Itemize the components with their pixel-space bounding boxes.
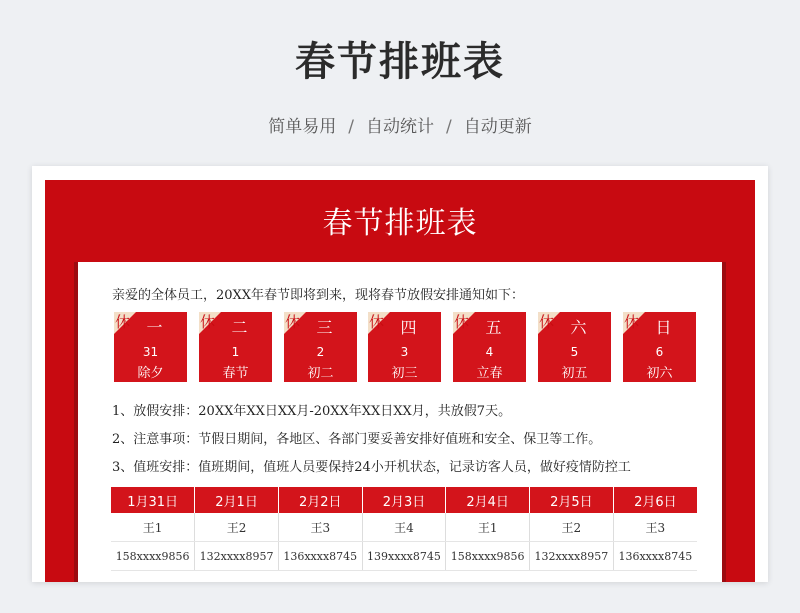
day-card [114,312,187,382]
day-card [453,312,526,382]
duty-date-header: 1月31日 [111,487,195,513]
rest-badge: 休 [539,313,555,331]
rest-badge: 休 [369,313,385,331]
duty-name-cell: 王2 [530,513,614,542]
subtitle-separator: / [348,117,354,137]
duty-name-cell: 王1 [111,513,195,542]
day-date: 1 [231,345,240,359]
day-festival: 初六 [646,366,673,381]
duty-names-row [111,513,697,542]
rest-badge: 休 [200,313,216,331]
duty-table [111,487,697,571]
day-card [623,312,696,382]
day-date: 5 [570,345,579,359]
day-weekday: 五 [485,318,502,337]
duty-date-header: 2月6日 [613,487,697,513]
subtitle [0,112,800,137]
rest-badge: 休 [285,313,301,331]
duty-date-header: 2月3日 [362,487,446,513]
note-duty-arrangement: 3、值班安排：值班期间，值班人员要保持24小开机状态，记录访客人员，做好疫情防控工 [112,460,631,475]
day-weekday: 二 [231,318,248,337]
subtitle-item-auto-update: 自动更新 [463,117,532,137]
schedule-sheet [45,180,755,582]
day-weekday: 一 [146,318,163,337]
subtitle-item-easy: 简单易用 [268,117,337,137]
day-festival: 立春 [476,366,503,381]
note-holiday-arrangement: 1、放假安排：20XX年XX日XX月-20XX年XX日XX月，共放假7天。 [112,404,512,419]
day-festival: 初三 [391,366,418,381]
day-weekday: 四 [400,318,417,337]
subtitle-item-auto-stats: 自动统计 [366,117,434,137]
day-date: 2 [316,345,325,359]
duty-name-cell: 王3 [278,513,362,542]
day-weekday: 日 [655,318,672,337]
duty-table-header-row [111,487,697,513]
preview-card [32,166,768,582]
day-festival: 初五 [561,366,588,381]
duty-phone-cell: 136xxxx8745 [278,542,362,571]
sheet-body [74,262,726,582]
day-date: 31 [142,345,159,359]
day-card [284,312,357,382]
duty-phone-cell: 158xxxx9856 [446,542,530,571]
day-date: 3 [400,345,409,359]
duty-phones-row [111,542,697,571]
duty-date-header: 2月4日 [446,487,530,513]
page-title: 春节排班表 [295,39,505,85]
duty-name-cell: 王1 [446,513,530,542]
day-card [538,312,611,382]
duty-date-header: 2月1日 [195,487,279,513]
duty-name-cell: 王3 [613,513,697,542]
duty-phone-cell: 139xxxx8745 [362,542,446,571]
day-date: 4 [485,345,494,359]
duty-phone-cell: 136xxxx8745 [613,542,697,571]
rest-badge: 休 [115,313,131,331]
subtitle-separator: / [446,117,452,137]
duty-phone-cell: 158xxxx9856 [111,542,195,571]
rest-badge: 休 [454,313,470,331]
sheet-title: 春节排班表 [322,206,478,241]
duty-name-cell: 王4 [362,513,446,542]
duty-phone-cell: 132xxxx8957 [195,542,279,571]
duty-phone-cell: 132xxxx8957 [530,542,614,571]
day-weekday: 三 [316,318,333,337]
rest-badge: 休 [624,313,640,331]
day-card [199,312,272,382]
day-festival: 春节 [222,366,249,381]
day-weekday: 六 [570,318,587,337]
duty-date-header: 2月5日 [530,487,614,513]
note-precautions: 2、注意事项：节假日期间，各地区、各部门要妥善安排好值班和安全、保卫等工作。 [112,432,602,447]
day-date: 6 [655,345,664,359]
duty-date-header: 2月2日 [278,487,362,513]
day-festival: 初二 [307,366,334,381]
intro-text: 亲爱的全体员工，20XX年春节即将到来，现将春节放假安排通知如下： [112,288,525,303]
duty-name-cell: 王2 [195,513,279,542]
day-card [368,312,441,382]
day-festival: 除夕 [137,366,164,381]
